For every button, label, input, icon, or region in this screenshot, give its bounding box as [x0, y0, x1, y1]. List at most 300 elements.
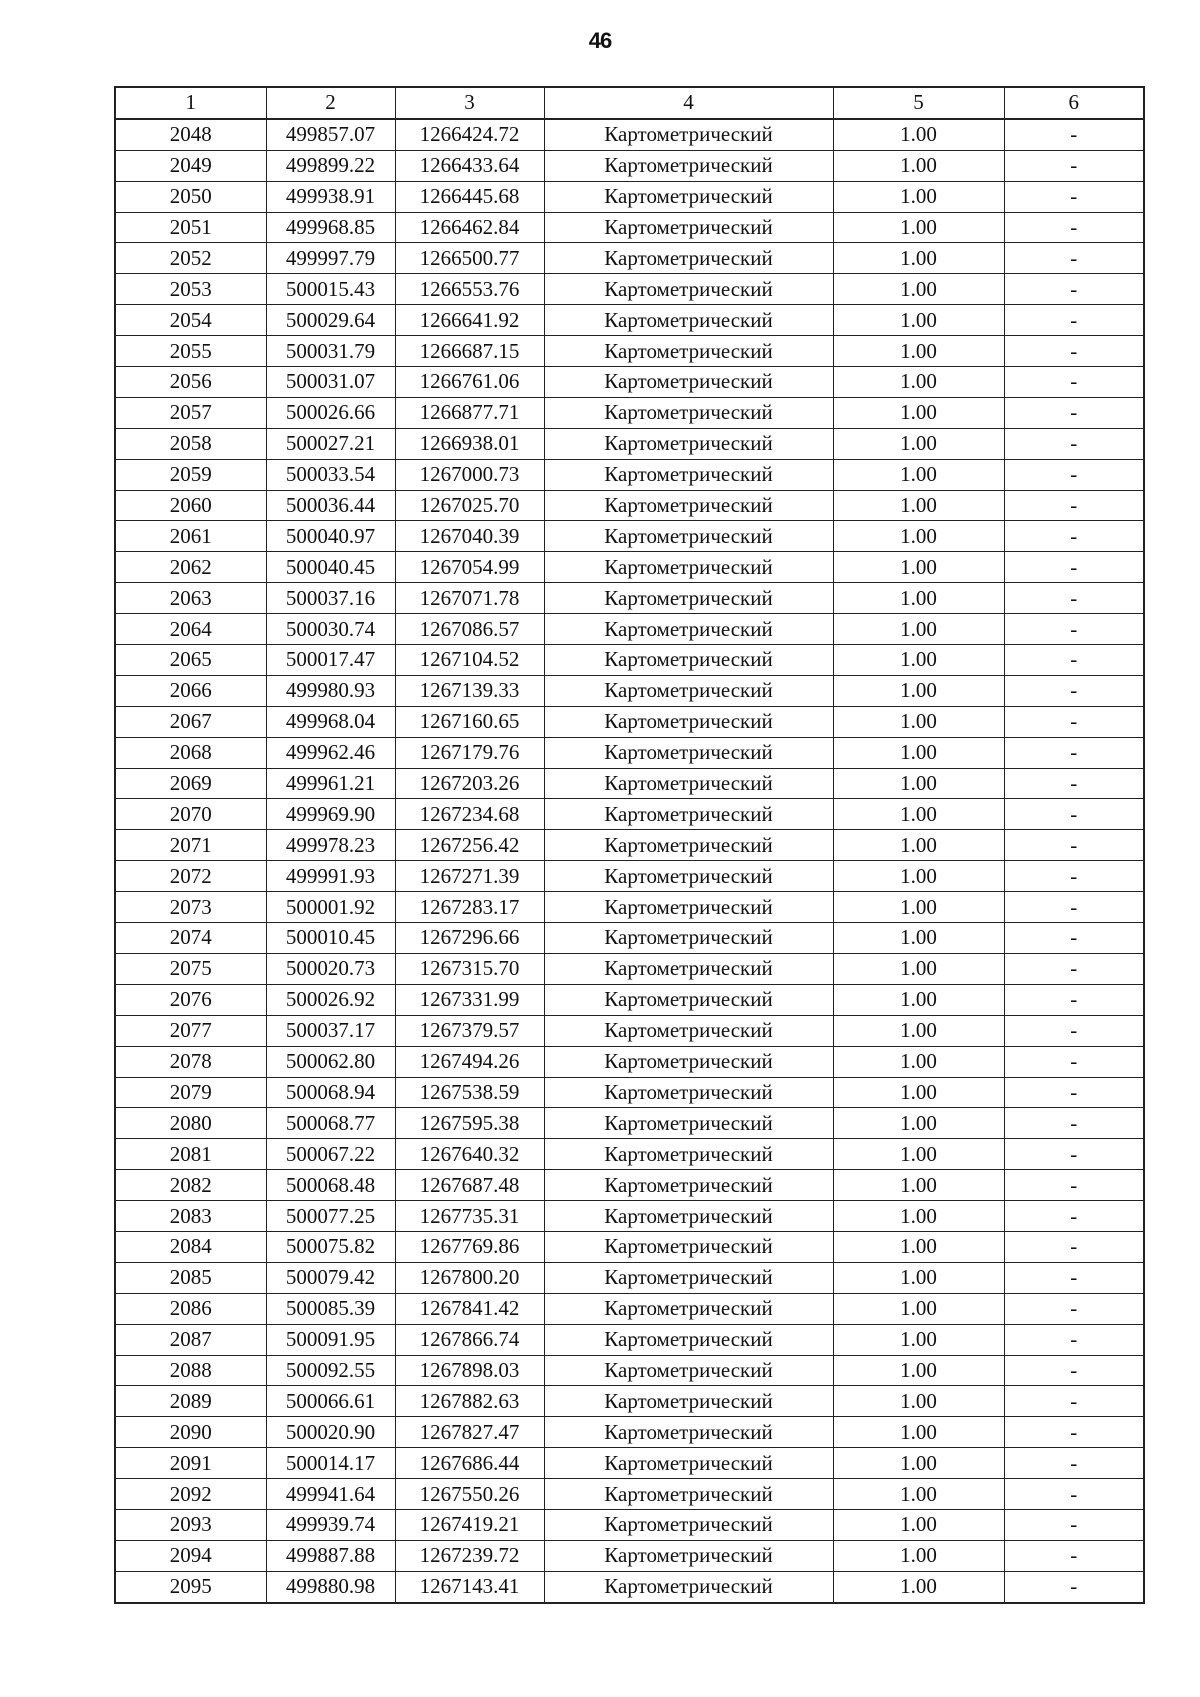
method-cell: Картометрический	[544, 706, 833, 737]
x-coordinate-cell: 500020.90	[266, 1417, 395, 1448]
table-row	[115, 1293, 1144, 1324]
point-number-cell: 2062	[115, 552, 266, 583]
method-cell: Картометрический	[544, 459, 833, 490]
point-number-cell: 2092	[115, 1479, 266, 1510]
page-number: 46	[588, 28, 612, 53]
note-cell: -	[1004, 645, 1144, 676]
table-row	[115, 336, 1144, 367]
y-coordinate-cell: 1267686.44	[395, 1448, 544, 1479]
note-cell: -	[1004, 521, 1144, 552]
x-coordinate-cell: 499938.91	[266, 181, 395, 212]
point-number-cell: 2065	[115, 645, 266, 676]
method-cell: Картометрический	[544, 645, 833, 676]
x-coordinate-cell: 500068.77	[266, 1108, 395, 1139]
x-coordinate-cell: 500031.79	[266, 336, 395, 367]
x-coordinate-cell: 499880.98	[266, 1571, 395, 1602]
method-cell: Картометрический	[544, 1077, 833, 1108]
method-cell: Картометрический	[544, 1015, 833, 1046]
table-row	[115, 1417, 1144, 1448]
table-row	[115, 1262, 1144, 1293]
x-coordinate-cell: 499939.74	[266, 1509, 395, 1540]
table-row	[115, 1015, 1144, 1046]
point-number-cell: 2057	[115, 397, 266, 428]
accuracy-cell: 1.00	[833, 861, 1004, 892]
accuracy-cell: 1.00	[833, 1448, 1004, 1479]
accuracy-cell: 1.00	[833, 737, 1004, 768]
accuracy-cell: 1.00	[833, 830, 1004, 861]
accuracy-cell: 1.00	[833, 923, 1004, 954]
method-cell: Картометрический	[544, 1386, 833, 1417]
y-coordinate-cell: 1267160.65	[395, 706, 544, 737]
accuracy-cell: 1.00	[833, 459, 1004, 490]
x-coordinate-cell: 500017.47	[266, 645, 395, 676]
method-cell: Картометрический	[544, 428, 833, 459]
point-number-cell: 2085	[115, 1262, 266, 1293]
point-number-cell: 2049	[115, 150, 266, 181]
point-number-cell: 2066	[115, 675, 266, 706]
note-cell: -	[1004, 1077, 1144, 1108]
table-row	[115, 1108, 1144, 1139]
note-cell: -	[1004, 1417, 1144, 1448]
accuracy-cell: 1.00	[833, 583, 1004, 614]
point-number-cell: 2060	[115, 490, 266, 521]
table-row	[115, 397, 1144, 428]
note-cell: -	[1004, 305, 1144, 336]
accuracy-cell: 1.00	[833, 984, 1004, 1015]
y-coordinate-cell: 1266433.64	[395, 150, 544, 181]
method-cell: Картометрический	[544, 1262, 833, 1293]
point-number-cell: 2084	[115, 1231, 266, 1262]
point-number-cell: 2094	[115, 1540, 266, 1571]
method-cell: Картометрический	[544, 1231, 833, 1262]
y-coordinate-cell: 1267203.26	[395, 768, 544, 799]
table-row	[115, 459, 1144, 490]
accuracy-cell: 1.00	[833, 1355, 1004, 1386]
method-cell: Картометрический	[544, 1417, 833, 1448]
method-cell: Картометрический	[544, 923, 833, 954]
note-cell: -	[1004, 212, 1144, 243]
y-coordinate-cell: 1266500.77	[395, 243, 544, 274]
accuracy-cell: 1.00	[833, 1170, 1004, 1201]
accuracy-cell: 1.00	[833, 645, 1004, 676]
accuracy-cell: 1.00	[833, 1293, 1004, 1324]
y-coordinate-cell: 1266877.71	[395, 397, 544, 428]
y-coordinate-cell: 1267283.17	[395, 892, 544, 923]
x-coordinate-cell: 500040.97	[266, 521, 395, 552]
note-cell: -	[1004, 1231, 1144, 1262]
point-number-cell: 2087	[115, 1324, 266, 1355]
note-cell: -	[1004, 1355, 1144, 1386]
column-header-5: 5	[833, 87, 1004, 119]
accuracy-cell: 1.00	[833, 614, 1004, 645]
note-cell: -	[1004, 150, 1144, 181]
method-cell: Картометрический	[544, 614, 833, 645]
point-number-cell: 2063	[115, 583, 266, 614]
note-cell: -	[1004, 1170, 1144, 1201]
note-cell: -	[1004, 799, 1144, 830]
table-row	[115, 274, 1144, 305]
point-number-cell: 2072	[115, 861, 266, 892]
point-number-cell: 2079	[115, 1077, 266, 1108]
y-coordinate-cell: 1267898.03	[395, 1355, 544, 1386]
y-coordinate-cell: 1267296.66	[395, 923, 544, 954]
accuracy-cell: 1.00	[833, 305, 1004, 336]
accuracy-cell: 1.00	[833, 1417, 1004, 1448]
table-row	[115, 799, 1144, 830]
x-coordinate-cell: 500027.21	[266, 428, 395, 459]
y-coordinate-cell: 1267315.70	[395, 953, 544, 984]
y-coordinate-cell: 1267550.26	[395, 1479, 544, 1510]
column-header-1: 1	[115, 87, 266, 119]
note-cell: -	[1004, 1509, 1144, 1540]
x-coordinate-cell: 499968.85	[266, 212, 395, 243]
accuracy-cell: 1.00	[833, 1077, 1004, 1108]
accuracy-cell: 1.00	[833, 1108, 1004, 1139]
accuracy-cell: 1.00	[833, 1324, 1004, 1355]
table-row	[115, 150, 1144, 181]
table-row	[115, 768, 1144, 799]
accuracy-cell: 1.00	[833, 1139, 1004, 1170]
y-coordinate-cell: 1267086.57	[395, 614, 544, 645]
method-cell: Картометрический	[544, 1201, 833, 1232]
method-cell: Картометрический	[544, 1509, 833, 1540]
note-cell: -	[1004, 830, 1144, 861]
column-header-3: 3	[395, 87, 544, 119]
x-coordinate-cell: 500036.44	[266, 490, 395, 521]
method-cell: Картометрический	[544, 984, 833, 1015]
table-row	[115, 1540, 1144, 1571]
y-coordinate-cell: 1267143.41	[395, 1571, 544, 1602]
method-cell: Картометрический	[544, 1324, 833, 1355]
note-cell: -	[1004, 397, 1144, 428]
table-row	[115, 490, 1144, 521]
y-coordinate-cell: 1267256.42	[395, 830, 544, 861]
method-cell: Картометрический	[544, 830, 833, 861]
note-cell: -	[1004, 861, 1144, 892]
point-number-cell: 2093	[115, 1509, 266, 1540]
y-coordinate-cell: 1267234.68	[395, 799, 544, 830]
method-cell: Картометрический	[544, 150, 833, 181]
x-coordinate-cell: 500040.45	[266, 552, 395, 583]
method-cell: Картометрический	[544, 1355, 833, 1386]
accuracy-cell: 1.00	[833, 1540, 1004, 1571]
note-cell: -	[1004, 274, 1144, 305]
table-row	[115, 428, 1144, 459]
table-body	[115, 119, 1144, 1603]
note-cell: -	[1004, 953, 1144, 984]
note-cell: -	[1004, 1262, 1144, 1293]
note-cell: -	[1004, 706, 1144, 737]
note-cell: -	[1004, 1046, 1144, 1077]
x-coordinate-cell: 500037.17	[266, 1015, 395, 1046]
method-cell: Картометрический	[544, 583, 833, 614]
accuracy-cell: 1.00	[833, 1231, 1004, 1262]
note-cell: -	[1004, 1108, 1144, 1139]
y-coordinate-cell: 1267595.38	[395, 1108, 544, 1139]
point-number-cell: 2081	[115, 1139, 266, 1170]
x-coordinate-cell: 499991.93	[266, 861, 395, 892]
point-number-cell: 2070	[115, 799, 266, 830]
x-coordinate-cell: 500030.74	[266, 614, 395, 645]
point-number-cell: 2080	[115, 1108, 266, 1139]
y-coordinate-cell: 1267538.59	[395, 1077, 544, 1108]
y-coordinate-cell: 1266445.68	[395, 181, 544, 212]
method-cell: Картометрический	[544, 892, 833, 923]
point-number-cell: 2083	[115, 1201, 266, 1232]
table-row	[115, 1077, 1144, 1108]
method-cell: Картометрический	[544, 1540, 833, 1571]
x-coordinate-cell: 500066.61	[266, 1386, 395, 1417]
table-row	[115, 953, 1144, 984]
accuracy-cell: 1.00	[833, 1015, 1004, 1046]
y-coordinate-cell: 1267000.73	[395, 459, 544, 490]
coordinates-table	[114, 86, 1145, 1604]
y-coordinate-cell: 1267025.70	[395, 490, 544, 521]
x-coordinate-cell: 500029.64	[266, 305, 395, 336]
method-cell: Картометрический	[544, 367, 833, 398]
table-row	[115, 1170, 1144, 1201]
method-cell: Картометрический	[544, 768, 833, 799]
accuracy-cell: 1.00	[833, 1262, 1004, 1293]
table-row	[115, 892, 1144, 923]
y-coordinate-cell: 1266424.72	[395, 119, 544, 150]
point-number-cell: 2051	[115, 212, 266, 243]
point-number-cell: 2073	[115, 892, 266, 923]
point-number-cell: 2069	[115, 768, 266, 799]
point-number-cell: 2050	[115, 181, 266, 212]
y-coordinate-cell: 1267419.21	[395, 1509, 544, 1540]
method-cell: Картометрический	[544, 490, 833, 521]
method-cell: Картометрический	[544, 675, 833, 706]
point-number-cell: 2068	[115, 737, 266, 768]
point-number-cell: 2082	[115, 1170, 266, 1201]
point-number-cell: 2090	[115, 1417, 266, 1448]
method-cell: Картометрический	[544, 861, 833, 892]
accuracy-cell: 1.00	[833, 243, 1004, 274]
method-cell: Картометрический	[544, 212, 833, 243]
point-number-cell: 2089	[115, 1386, 266, 1417]
y-coordinate-cell: 1266761.06	[395, 367, 544, 398]
point-number-cell: 2078	[115, 1046, 266, 1077]
accuracy-cell: 1.00	[833, 1571, 1004, 1602]
table-row	[115, 119, 1144, 150]
x-coordinate-cell: 499941.64	[266, 1479, 395, 1510]
x-coordinate-cell: 499969.90	[266, 799, 395, 830]
y-coordinate-cell: 1267841.42	[395, 1293, 544, 1324]
y-coordinate-cell: 1267687.48	[395, 1170, 544, 1201]
method-cell: Картометрический	[544, 336, 833, 367]
x-coordinate-cell: 500068.94	[266, 1077, 395, 1108]
y-coordinate-cell: 1267054.99	[395, 552, 544, 583]
point-number-cell: 2054	[115, 305, 266, 336]
table-row	[115, 675, 1144, 706]
x-coordinate-cell: 500033.54	[266, 459, 395, 490]
table-row	[115, 1139, 1144, 1170]
x-coordinate-cell: 500015.43	[266, 274, 395, 305]
point-number-cell: 2048	[115, 119, 266, 150]
note-cell: -	[1004, 1448, 1144, 1479]
accuracy-cell: 1.00	[833, 1509, 1004, 1540]
y-coordinate-cell: 1267800.20	[395, 1262, 544, 1293]
note-cell: -	[1004, 1324, 1144, 1355]
note-cell: -	[1004, 181, 1144, 212]
table-row	[115, 1231, 1144, 1262]
x-coordinate-cell: 500079.42	[266, 1262, 395, 1293]
x-coordinate-cell: 500085.39	[266, 1293, 395, 1324]
y-coordinate-cell: 1267866.74	[395, 1324, 544, 1355]
x-coordinate-cell: 500010.45	[266, 923, 395, 954]
accuracy-cell: 1.00	[833, 490, 1004, 521]
y-coordinate-cell: 1267179.76	[395, 737, 544, 768]
x-coordinate-cell: 500026.66	[266, 397, 395, 428]
y-coordinate-cell: 1267271.39	[395, 861, 544, 892]
note-cell: -	[1004, 1139, 1144, 1170]
table-row	[115, 1324, 1144, 1355]
method-cell: Картометрический	[544, 953, 833, 984]
point-number-cell: 2075	[115, 953, 266, 984]
table-row	[115, 984, 1144, 1015]
accuracy-cell: 1.00	[833, 181, 1004, 212]
accuracy-cell: 1.00	[833, 1046, 1004, 1077]
table-row	[115, 923, 1144, 954]
header-row	[115, 87, 1144, 119]
table-row	[115, 706, 1144, 737]
method-cell: Картометрический	[544, 1479, 833, 1510]
table-row	[115, 1571, 1144, 1602]
y-coordinate-cell: 1267040.39	[395, 521, 544, 552]
note-cell: -	[1004, 336, 1144, 367]
point-number-cell: 2091	[115, 1448, 266, 1479]
y-coordinate-cell: 1267104.52	[395, 645, 544, 676]
method-cell: Картометрический	[544, 1046, 833, 1077]
column-header-4: 4	[544, 87, 833, 119]
table-row	[115, 212, 1144, 243]
note-cell: -	[1004, 1201, 1144, 1232]
note-cell: -	[1004, 243, 1144, 274]
table-row	[115, 1386, 1144, 1417]
y-coordinate-cell: 1266462.84	[395, 212, 544, 243]
y-coordinate-cell: 1266553.76	[395, 274, 544, 305]
accuracy-cell: 1.00	[833, 367, 1004, 398]
table-row	[115, 737, 1144, 768]
table-row	[115, 1448, 1144, 1479]
point-number-cell: 2061	[115, 521, 266, 552]
accuracy-cell: 1.00	[833, 799, 1004, 830]
note-cell: -	[1004, 1571, 1144, 1602]
point-number-cell: 2058	[115, 428, 266, 459]
y-coordinate-cell: 1267882.63	[395, 1386, 544, 1417]
accuracy-cell: 1.00	[833, 150, 1004, 181]
y-coordinate-cell: 1267769.86	[395, 1231, 544, 1262]
accuracy-cell: 1.00	[833, 552, 1004, 583]
x-coordinate-cell: 499962.46	[266, 737, 395, 768]
accuracy-cell: 1.00	[833, 892, 1004, 923]
y-coordinate-cell: 1267239.72	[395, 1540, 544, 1571]
accuracy-cell: 1.00	[833, 1386, 1004, 1417]
note-cell: -	[1004, 1386, 1144, 1417]
method-cell: Картометрический	[544, 1139, 833, 1170]
point-number-cell: 2064	[115, 614, 266, 645]
accuracy-cell: 1.00	[833, 1201, 1004, 1232]
method-cell: Картометрический	[544, 119, 833, 150]
note-cell: -	[1004, 1540, 1144, 1571]
table-header	[115, 87, 1144, 119]
accuracy-cell: 1.00	[833, 953, 1004, 984]
method-cell: Картометрический	[544, 397, 833, 428]
point-number-cell: 2055	[115, 336, 266, 367]
accuracy-cell: 1.00	[833, 521, 1004, 552]
accuracy-cell: 1.00	[833, 119, 1004, 150]
x-coordinate-cell: 499997.79	[266, 243, 395, 274]
note-cell: -	[1004, 1015, 1144, 1046]
point-number-cell: 2067	[115, 706, 266, 737]
method-cell: Картометрический	[544, 521, 833, 552]
point-number-cell: 2059	[115, 459, 266, 490]
point-number-cell: 2088	[115, 1355, 266, 1386]
y-coordinate-cell: 1267640.32	[395, 1139, 544, 1170]
point-number-cell: 2074	[115, 923, 266, 954]
accuracy-cell: 1.00	[833, 397, 1004, 428]
method-cell: Картометрический	[544, 305, 833, 336]
y-coordinate-cell: 1267331.99	[395, 984, 544, 1015]
y-coordinate-cell: 1266641.92	[395, 305, 544, 336]
table-row	[115, 1355, 1144, 1386]
table-row	[115, 614, 1144, 645]
table-row	[115, 181, 1144, 212]
x-coordinate-cell: 500091.95	[266, 1324, 395, 1355]
table-row	[115, 1479, 1144, 1510]
point-number-cell: 2095	[115, 1571, 266, 1602]
y-coordinate-cell: 1267494.26	[395, 1046, 544, 1077]
column-header-2: 2	[266, 87, 395, 119]
method-cell: Картометрический	[544, 1108, 833, 1139]
x-coordinate-cell: 499978.23	[266, 830, 395, 861]
x-coordinate-cell: 500037.16	[266, 583, 395, 614]
point-number-cell: 2053	[115, 274, 266, 305]
x-coordinate-cell: 500077.25	[266, 1201, 395, 1232]
note-cell: -	[1004, 583, 1144, 614]
note-cell: -	[1004, 892, 1144, 923]
table-row	[115, 521, 1144, 552]
point-number-cell: 2076	[115, 984, 266, 1015]
note-cell: -	[1004, 614, 1144, 645]
x-coordinate-cell: 500075.82	[266, 1231, 395, 1262]
table-row	[115, 552, 1144, 583]
accuracy-cell: 1.00	[833, 428, 1004, 459]
y-coordinate-cell: 1266687.15	[395, 336, 544, 367]
point-number-cell: 2052	[115, 243, 266, 274]
method-cell: Картометрический	[544, 243, 833, 274]
x-coordinate-cell: 500026.92	[266, 984, 395, 1015]
table-row	[115, 367, 1144, 398]
method-cell: Картометрический	[544, 274, 833, 305]
accuracy-cell: 1.00	[833, 1479, 1004, 1510]
method-cell: Картометрический	[544, 1571, 833, 1602]
x-coordinate-cell: 500067.22	[266, 1139, 395, 1170]
y-coordinate-cell: 1267139.33	[395, 675, 544, 706]
table-row	[115, 1509, 1144, 1540]
accuracy-cell: 1.00	[833, 274, 1004, 305]
note-cell: -	[1004, 923, 1144, 954]
x-coordinate-cell: 500020.73	[266, 953, 395, 984]
y-coordinate-cell: 1267379.57	[395, 1015, 544, 1046]
x-coordinate-cell: 499899.22	[266, 150, 395, 181]
note-cell: -	[1004, 119, 1144, 150]
point-number-cell: 2056	[115, 367, 266, 398]
x-coordinate-cell: 499961.21	[266, 768, 395, 799]
note-cell: -	[1004, 490, 1144, 521]
y-coordinate-cell: 1266938.01	[395, 428, 544, 459]
